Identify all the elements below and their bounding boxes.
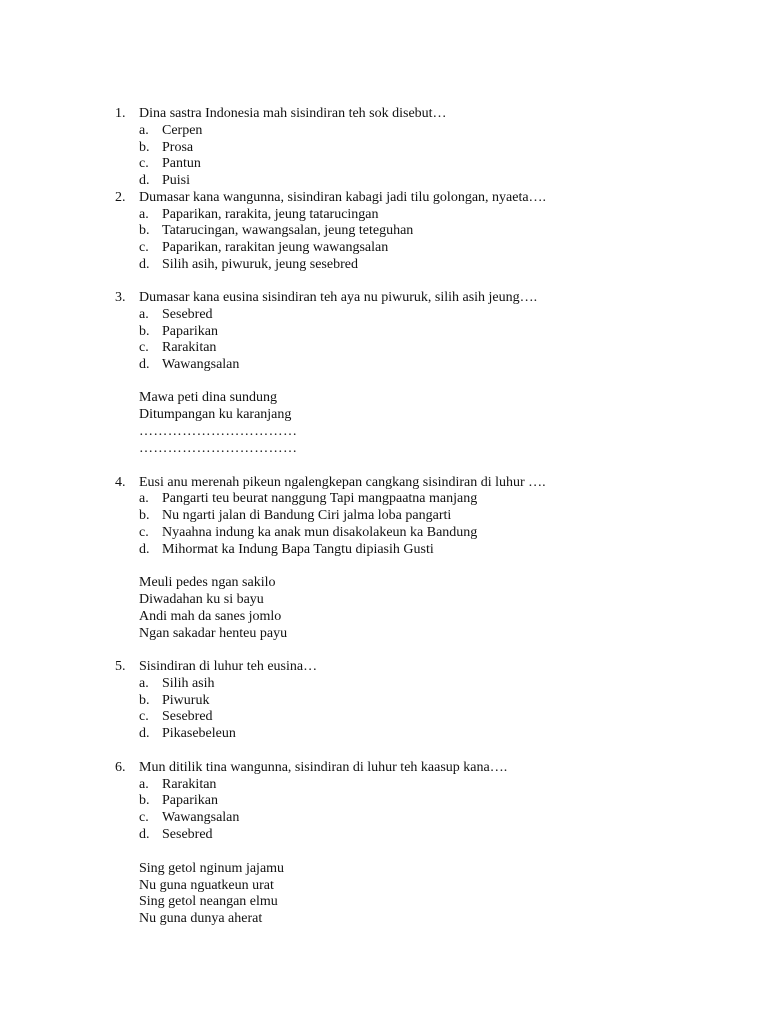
option-letter: b. — [139, 223, 150, 238]
option-letter: b. — [139, 140, 150, 155]
poem-line: Ngan sakadar henteu payu — [139, 626, 288, 641]
option-letter: a. — [139, 676, 149, 691]
option-text: Tatarucingan, wawangsalan, jeung teteguhan — [162, 223, 414, 238]
question-number: 2. — [115, 190, 126, 205]
option-letter: a. — [139, 123, 149, 138]
option-letter: c. — [139, 156, 149, 171]
option-text: Cerpen — [162, 123, 203, 138]
question-text: Mun ditilik tina wangunna, sisindiran di luhur teh kaasup kana…. — [139, 760, 508, 775]
option-letter: a. — [139, 207, 149, 222]
option-text: Paparikan, rarakita, jeung tatarucingan — [162, 207, 379, 222]
poem-line: Andi mah da sanes jomlo — [139, 609, 282, 624]
option-text: Rarakitan — [162, 777, 217, 792]
option-letter: a. — [139, 491, 149, 506]
option-text: Mihormat ka Indung Bapa Tangtu dipiasih Gusti — [162, 542, 434, 557]
option-text: Wawangsalan — [162, 810, 240, 825]
option-letter: d. — [139, 173, 150, 188]
option-text: Silih asih — [162, 676, 215, 691]
option-text: Paparikan — [162, 793, 218, 808]
option-letter: d. — [139, 357, 150, 372]
question-text: Dumasar kana wangunna, sisindiran kabagi jadi tilu golongan, nyaeta…. — [139, 190, 547, 205]
poem-line: Meuli pedes ngan sakilo — [139, 575, 276, 590]
poem-line: Sing getol nginum jajamu — [139, 861, 285, 876]
option-letter: c. — [139, 240, 149, 255]
option-text: Sesebred — [162, 307, 213, 322]
poem-line: Diwadahan ku si bayu — [139, 592, 264, 607]
option-letter: c. — [139, 525, 149, 540]
option-text: Nu ngarti jalan di Bandung Ciri jalma loba pangarti — [162, 508, 452, 523]
question-number: 5. — [115, 659, 126, 674]
option-letter: d. — [139, 542, 150, 557]
poem-line: Nu guna dunya aherat — [139, 911, 263, 926]
option-text: Prosa — [162, 140, 194, 155]
question-text: Sisindiran di luhur teh eusina… — [139, 659, 318, 674]
question-number: 6. — [115, 760, 126, 775]
option-text: Nyaahna indung ka anak mun disakolakeun ka Bandung — [162, 525, 478, 540]
poem-line: Sing getol neangan elmu — [139, 894, 278, 909]
poem-line: Ditumpangan ku karanjang — [139, 407, 292, 422]
option-letter: b. — [139, 324, 150, 339]
option-text: Rarakitan — [162, 340, 217, 355]
option-letter: b. — [139, 693, 150, 708]
option-letter: a. — [139, 777, 149, 792]
question-number: 3. — [115, 290, 126, 305]
question-number: 4. — [115, 475, 126, 490]
option-text: Puisi — [162, 173, 191, 188]
question-text: Eusi anu merenah pikeun ngalengkepan cangkang sisindiran di luhur …. — [139, 475, 546, 490]
option-text: Sesebred — [162, 709, 213, 724]
question-text: Dina sastra Indonesia mah sisindiran teh sok disebut… — [139, 106, 447, 121]
option-letter: a. — [139, 307, 149, 322]
blank-line: …………………………… — [139, 424, 298, 439]
option-text: Paparikan, rarakitan jeung wawangsalan — [162, 240, 389, 255]
option-letter: b. — [139, 508, 150, 523]
option-letter: c. — [139, 709, 149, 724]
option-text: Sesebred — [162, 827, 213, 842]
option-text: Pantun — [162, 156, 201, 171]
question-text: Dumasar kana eusina sisindiran teh aya nu piwuruk, silih asih jeung…. — [139, 290, 538, 305]
option-text: Paparikan — [162, 324, 218, 339]
option-letter: c. — [139, 340, 149, 355]
option-letter: d. — [139, 257, 150, 272]
option-letter: c. — [139, 810, 149, 825]
blank-line: …………………………… — [139, 441, 298, 456]
poem-line: Mawa peti dina sundung — [139, 390, 278, 405]
poem-line: Nu guna nguatkeun urat — [139, 878, 274, 893]
question-number: 1. — [115, 106, 126, 121]
option-text: Silih asih, piwuruk, jeung sesebred — [162, 257, 358, 272]
option-text: Pikasebeleun — [162, 726, 236, 741]
option-text: Pangarti teu beurat nanggung Tapi mangpaatna manjang — [162, 491, 478, 506]
option-letter: b. — [139, 793, 150, 808]
option-text: Piwuruk — [162, 693, 210, 708]
option-letter: d. — [139, 827, 150, 842]
option-letter: d. — [139, 726, 150, 741]
option-text: Wawangsalan — [162, 357, 240, 372]
